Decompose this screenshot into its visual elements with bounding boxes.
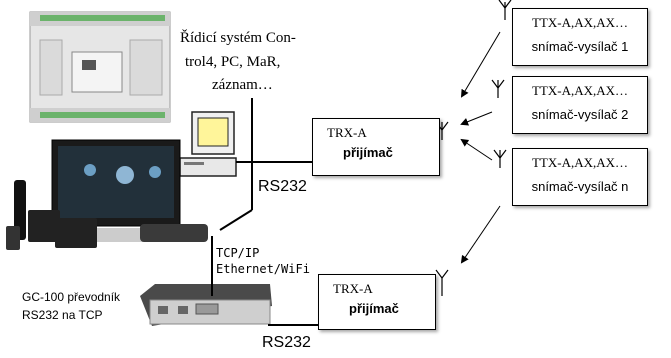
rs232-label-bottom: RS232 (262, 334, 311, 351)
receiver-model: TRX-A (333, 281, 373, 296)
receiver-model: TRX-A (327, 125, 367, 140)
control-system-line3: záznam… (212, 77, 273, 93)
receiver-box-top (312, 118, 440, 176)
sensor-model: TTX-A,AX,AX… (531, 155, 629, 170)
rs232-label-top: RS232 (258, 178, 307, 195)
plc-controller-image (30, 12, 170, 122)
converter-caption-line1: GC-100 převodník (22, 290, 121, 304)
receiver-label: přijímač (349, 301, 399, 316)
converter-caption-line2: RS232 na TCP (22, 308, 103, 322)
receiver-label: přijímač (343, 145, 393, 160)
sensor-box-1 (512, 8, 648, 66)
sensor-model: TTX-A,AX,AX… (531, 15, 629, 30)
sensor-label: snímač-vysílač 1 (531, 39, 629, 54)
control-system-line1: Řídicí systém Con- (180, 30, 296, 46)
touchscreen-tv-image (6, 140, 208, 250)
sensor-model: TTX-A,AX,AX… (531, 83, 629, 98)
ethernet-wifi-label: Ethernet/WiFi (216, 262, 310, 276)
sensor-label: snímač-vysílač n (531, 179, 629, 194)
sensor-antennas (492, 0, 511, 168)
sensor-box-n (512, 148, 648, 206)
receiver-box-bottom (318, 274, 436, 330)
pc-computer-image (180, 112, 236, 176)
gc100-converter-image (140, 284, 272, 326)
control-system-line2: trol4, PC, MaR, (185, 54, 281, 70)
wireless-arrows (462, 32, 500, 262)
sensor-box-2 (512, 76, 648, 134)
sensor-label: snímač-vysílač 2 (531, 107, 629, 122)
tcpip-label: TCP/IP (216, 246, 260, 260)
